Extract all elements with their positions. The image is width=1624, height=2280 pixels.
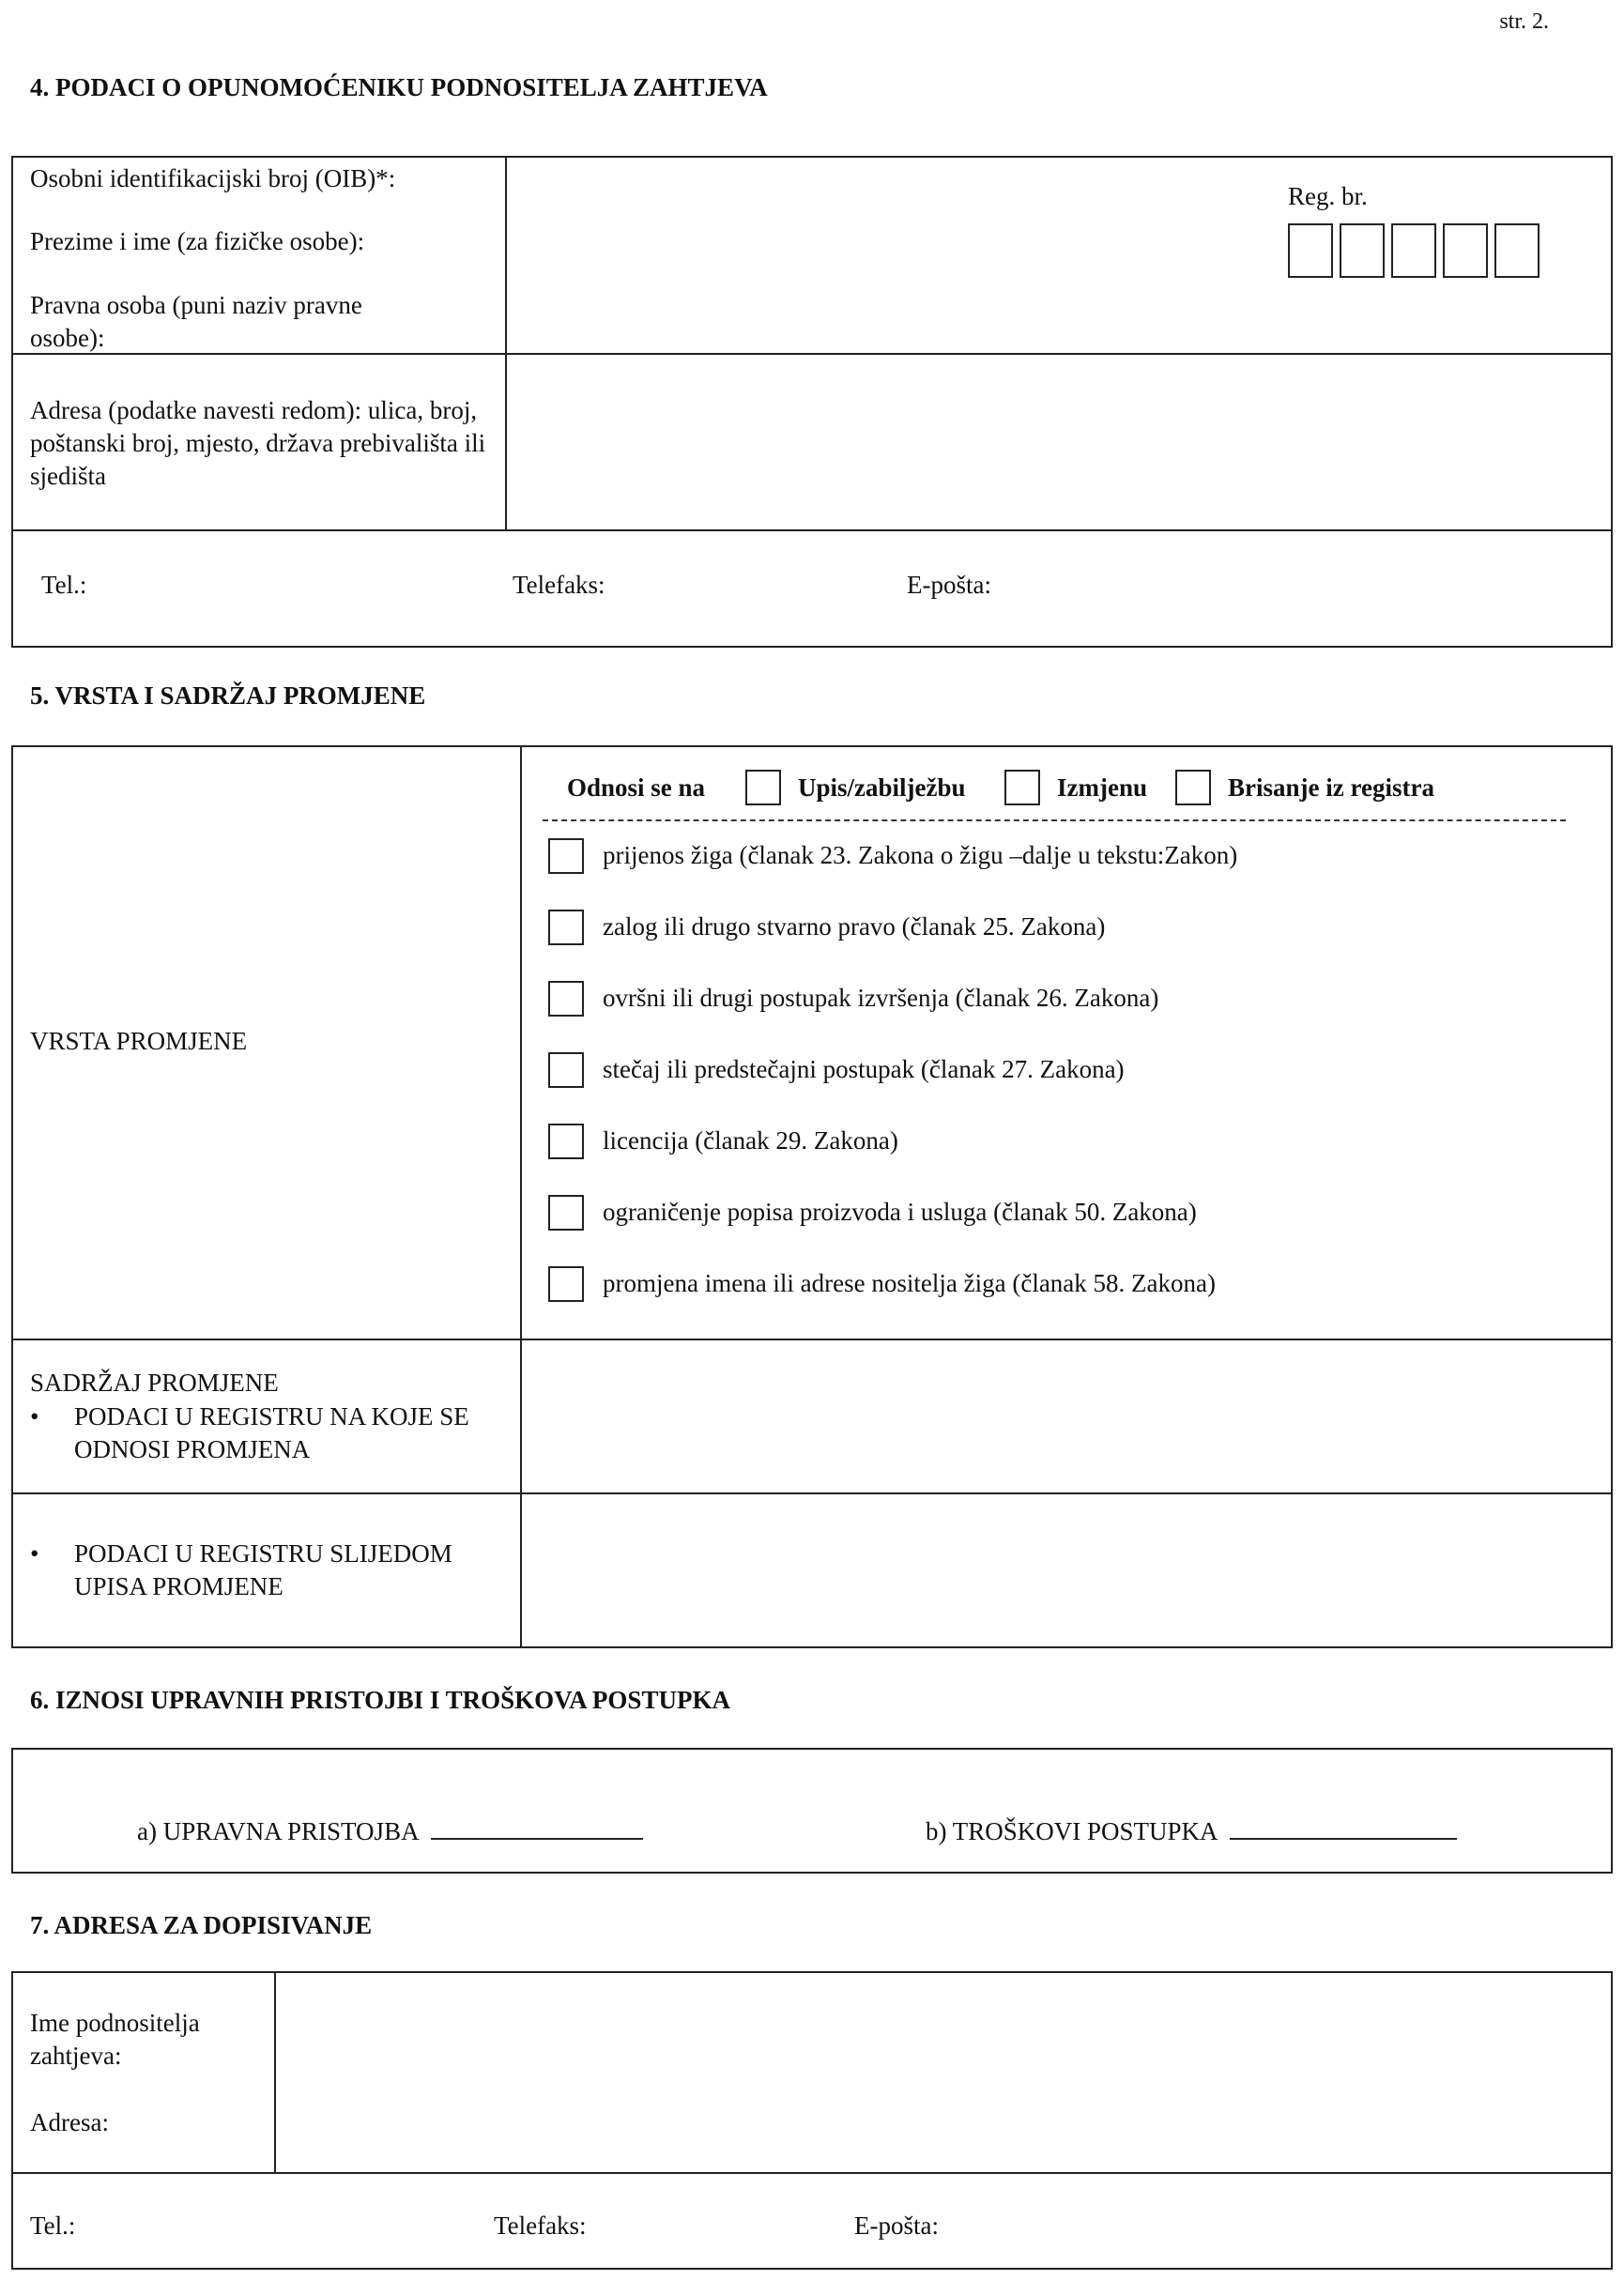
tel-label: Tel.: [41,571,87,599]
change-option-text: prijenos žiga (članak 23. Zakona o žigu –dalje u tekstu:Zakon) [603,841,1238,869]
delete-option-label: Brisanje iz registra [1228,773,1434,802]
correspondence-address-label: Adresa: [30,2108,109,2136]
admin-fee-field[interactable] [431,1821,643,1840]
change-content-label: SADRŽAJ PROMJENE [30,1369,279,1397]
pledge-checkbox[interactable] [548,910,584,945]
fax-label: Telefaks: [513,571,605,599]
section-6-table [11,1748,1613,1874]
legal-entity-label: Pravna osoba (puni naziv pravne osobe): [30,291,362,353]
procedure-cost-label: b) TROŠKOVI POSTUPKA [926,1817,1218,1845]
email-label: E-pošta: [907,571,991,599]
reg-digit-box[interactable] [1443,223,1488,278]
admin-fee-label: a) UPRAVNA PRISTOJBA [137,1817,420,1845]
tel-label: Tel.: [30,2211,76,2240]
change-type-label: VRSTA PROMJENE [30,1027,248,1055]
reg-digit-box[interactable] [1340,223,1385,278]
entry-checkbox[interactable] [745,770,781,805]
registry-data-affected-field[interactable] [522,1340,1611,1491]
procedure-cost-field[interactable] [1230,1821,1457,1840]
section-5-heading: 5. VRSTA I SADRŽAJ PROMJENE [30,681,426,710]
address-field[interactable] [507,355,1611,528]
reg-digit-box[interactable] [1288,223,1333,278]
section-4-heading: 4. PODACI O OPUNOMOĆENIKU PODNOSITELJA ZAHTJEVA [30,73,768,101]
change-option-text: ovršni ili drugi postupak izvršenja (članak 26. Zakona) [603,984,1159,1012]
change-option-text: zalog ili drugo stvarno pravo (članak 25. Zakona) [603,912,1106,941]
limitation-checkbox[interactable] [548,1195,584,1231]
email-label: E-pošta: [854,2211,939,2240]
reg-digit-box[interactable] [1494,223,1540,278]
change-option-text: stečaj ili predstečajni postupak (članak 27. Zakona) [603,1055,1125,1083]
entry-option-label: Upis/zabilježbu [798,773,966,802]
change-option-label: Izmjenu [1057,773,1147,802]
reg-digit-box[interactable] [1391,223,1436,278]
registry-data-after-bullet: • PODACI U REGISTRU SLIJEDOM UPISA PROMJENE [74,1538,506,1603]
dashed-separator [543,819,1566,821]
fax-label: Telefaks: [494,2211,587,2240]
enforcement-checkbox[interactable] [548,981,584,1017]
cost-line [926,1815,1457,1848]
delete-checkbox[interactable] [1175,770,1211,805]
section-6-heading: 6. IZNOSI UPRAVNIH PRISTOJBI I TROŠKOVA POSTUPKA [30,1686,730,1714]
name-label: Prezime i ime (za fizičke osobe): [30,227,365,255]
applicant-name-label: Ime podnositelja zahtjeva: [30,2009,200,2071]
licence-checkbox[interactable] [548,1124,584,1159]
page-number: str. 2. [1499,9,1549,34]
change-option-text: licencija (članak 29. Zakona) [603,1126,898,1155]
bankruptcy-checkbox[interactable] [548,1052,584,1088]
reg-number-label: Reg. br. [1288,182,1368,210]
section-7-heading: 7. ADRESA ZA DOPISIVANJE [30,1911,373,1939]
registry-data-affected-bullet: • PODACI U REGISTRU NA KOJE SE ODNOSI PROMJENA [74,1400,506,1466]
refers-to-label: Odnosi se na [567,773,706,802]
address-label: Adresa (podatke navesti redom): ulica, broj, poštanski broj, mjesto, država prebivališta ili sjedišta [30,396,486,491]
oib-label: Osobni identifikacijski broj (OIB)*: [30,164,396,192]
oib-name-field[interactable] [507,158,1239,351]
change-option-text: promjena imena ili adrese nositelja žiga (članak 58. Zakona) [603,1269,1216,1297]
change-checkbox[interactable] [1004,770,1040,805]
registry-data-after-field[interactable] [522,1494,1611,1646]
reg-number-boxes[interactable] [1288,223,1546,286]
change-option-text: ograničenje popisa proizvoda i usluga (članak 50. Zakona) [603,1198,1197,1226]
name-address-change-checkbox[interactable] [548,1266,584,1302]
transfer-checkbox[interactable] [548,838,584,874]
correspondence-address-field[interactable] [276,1973,1611,2170]
fee-line [137,1815,643,1848]
